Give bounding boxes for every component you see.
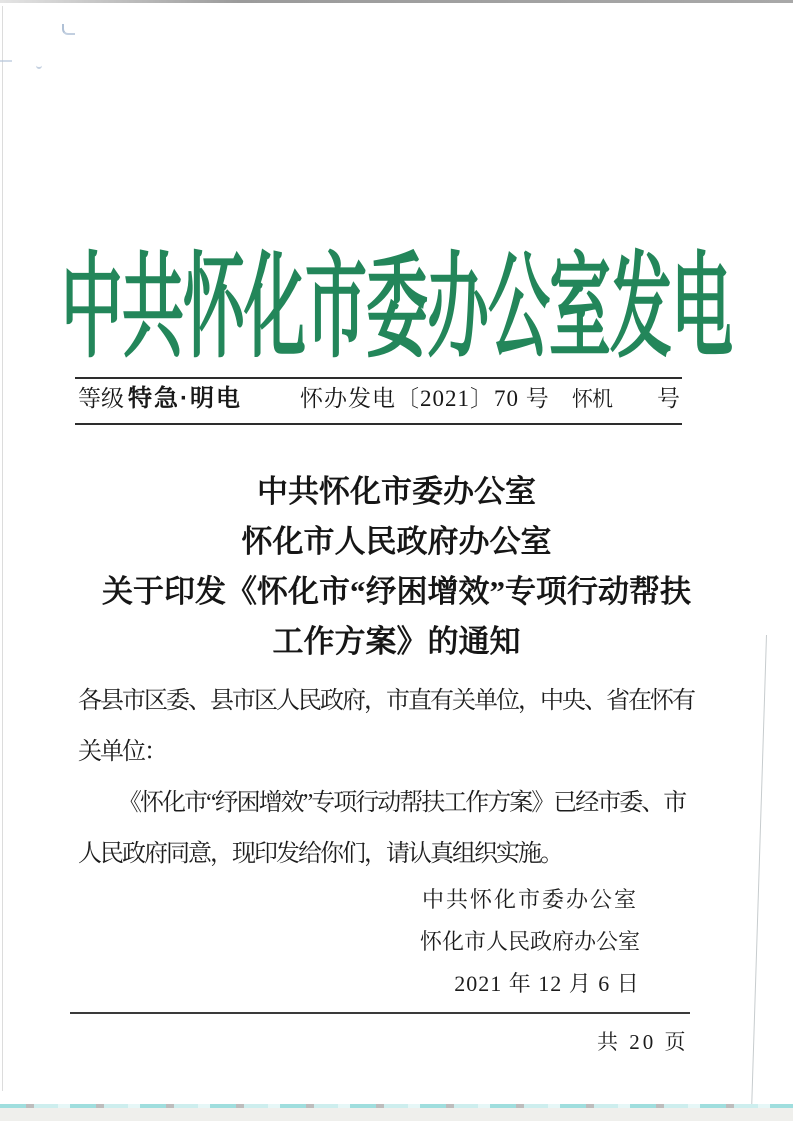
signature-block [418, 879, 642, 1005]
page-count: 共 20 页 [597, 1030, 689, 1054]
signature-date: 2021 年 12 月 6 日 [454, 971, 640, 996]
document-title-line: 中共怀化市委办公室 [257, 474, 536, 509]
number-suffix: 号 [657, 386, 680, 411]
body-line: 关单位： [78, 739, 166, 765]
scan-edge-right [751, 635, 767, 1110]
pencil-mark [62, 24, 75, 35]
body-text [78, 676, 718, 880]
header-rule-bottom [75, 423, 682, 425]
urgency-level-value: 特急·明电 [128, 385, 242, 412]
scan-edge-top [0, 0, 793, 3]
pencil-mark [0, 60, 12, 62]
signature-org-2: 怀化市人民政府办公室 [419, 929, 640, 954]
document-title-line: 关于印发《怀化市“纾困增效”专项行动帮扶 [102, 574, 691, 609]
document-title [0, 467, 793, 667]
body-line: 各县市区委、县市区人民政府，市直有关单位，中央、省在怀有 [78, 688, 694, 714]
footer-rule [70, 1012, 690, 1014]
body-line: 《怀化市“纾困增效”专项行动帮扶工作方案》已经市委、市 [118, 790, 686, 816]
body-line: 人民政府同意，现印发给你们，请认真组织实施。 [78, 841, 562, 867]
document-title-line: 怀化市人民政府办公室 [241, 524, 552, 559]
machine-label: 怀机 [572, 387, 612, 411]
document-title-line: 工作方案》的通知 [272, 624, 521, 659]
pencil-mark [36, 62, 42, 69]
document-number: 怀办发电〔2021〕70 号 [300, 386, 550, 411]
signature-org-1: 中共怀化市委办公室 [421, 887, 638, 912]
masthead-title: 中共怀化市委办公室发电 [60, 247, 732, 373]
scan-edge-bottom-strip [0, 1108, 793, 1121]
masthead [0, 216, 793, 373]
urgency-level-label: 等级 [78, 386, 124, 411]
header-rule-top [75, 377, 682, 379]
